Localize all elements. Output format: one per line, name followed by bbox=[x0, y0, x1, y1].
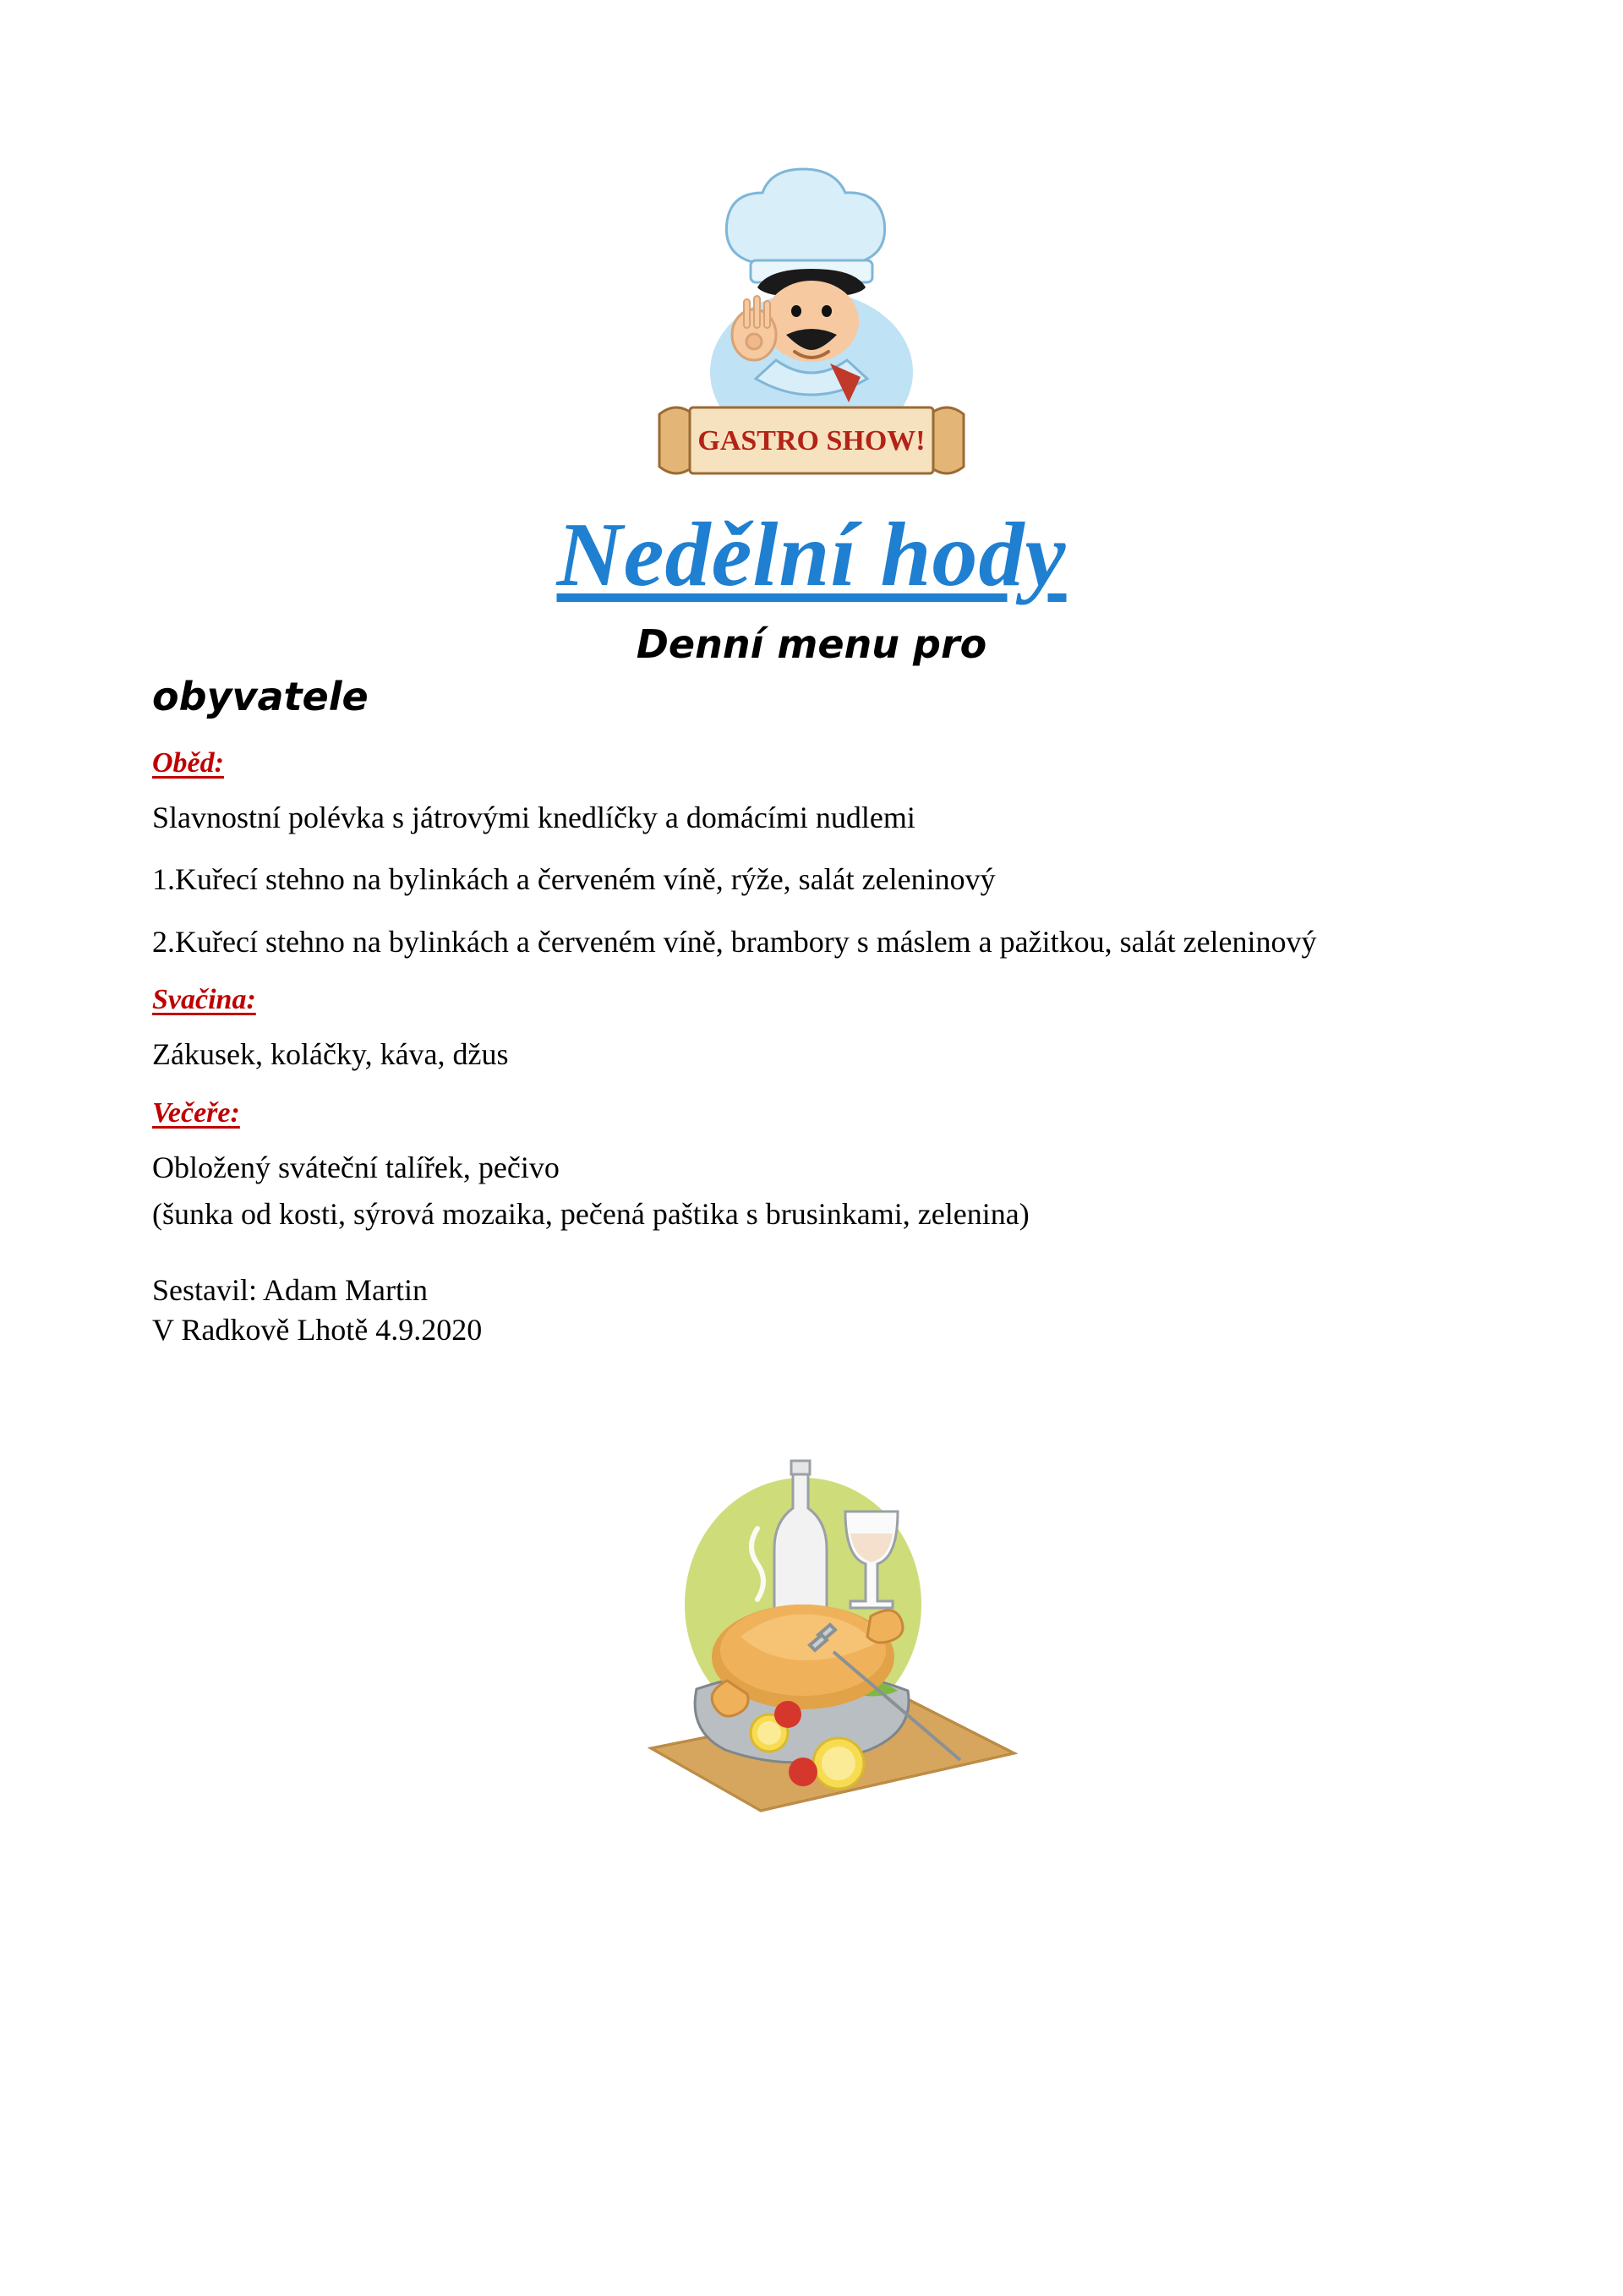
dinner-main: Obložený sváteční talířek, pečivo bbox=[152, 1150, 560, 1184]
section-heading-dinner: Večeře: bbox=[152, 1096, 240, 1129]
section-heading-lunch: Oběd: bbox=[152, 746, 224, 779]
logo-banner-text: GASTRO SHOW! bbox=[697, 425, 926, 456]
menu-section-lunch bbox=[152, 747, 1471, 963]
footer-image-container bbox=[152, 1410, 1471, 1867]
lunch-main-2: 2.Kuřecí stehno na bylinkách a červeném víně, brambory s máslem a pažitkou, salát zeleninový bbox=[152, 924, 1317, 959]
page-title: Nedělní hody bbox=[556, 505, 1067, 605]
subtitle-line-1: Denní menu pro bbox=[636, 621, 987, 668]
signature-author: Sestavil: Adam Martin bbox=[152, 1272, 428, 1307]
logo-container bbox=[152, 161, 1471, 499]
signature-place-date: V Radkově Lhotě 4.9.2020 bbox=[152, 1313, 483, 1348]
chef-mascot-logo bbox=[609, 161, 1014, 499]
snack-items: Zákusek, koláčky, káva, džus bbox=[152, 1037, 509, 1072]
roast-chicken-platter-illustration bbox=[592, 1410, 1031, 1867]
page-subtitle bbox=[152, 618, 1471, 723]
lunch-soup: Slavnostní polévka s játrovými knedlíčky a domácími nudlemi bbox=[152, 800, 915, 834]
menu-section-snack bbox=[152, 984, 1471, 1075]
section-heading-snack: Svačina: bbox=[152, 984, 256, 1016]
dinner-detail: (šunka od kosti, sýrová mozaika, pečená paštika s brusinkami, zelenina) bbox=[152, 1197, 1030, 1232]
subtitle-line-2: obyvatele bbox=[152, 674, 369, 720]
menu-section-dinner bbox=[152, 1097, 1471, 1235]
lunch-main-1: 1.Kuřecí stehno na bylinkách a červeném víně, rýže, salát zeleninový bbox=[152, 862, 996, 897]
signature-block bbox=[152, 1271, 1471, 1351]
